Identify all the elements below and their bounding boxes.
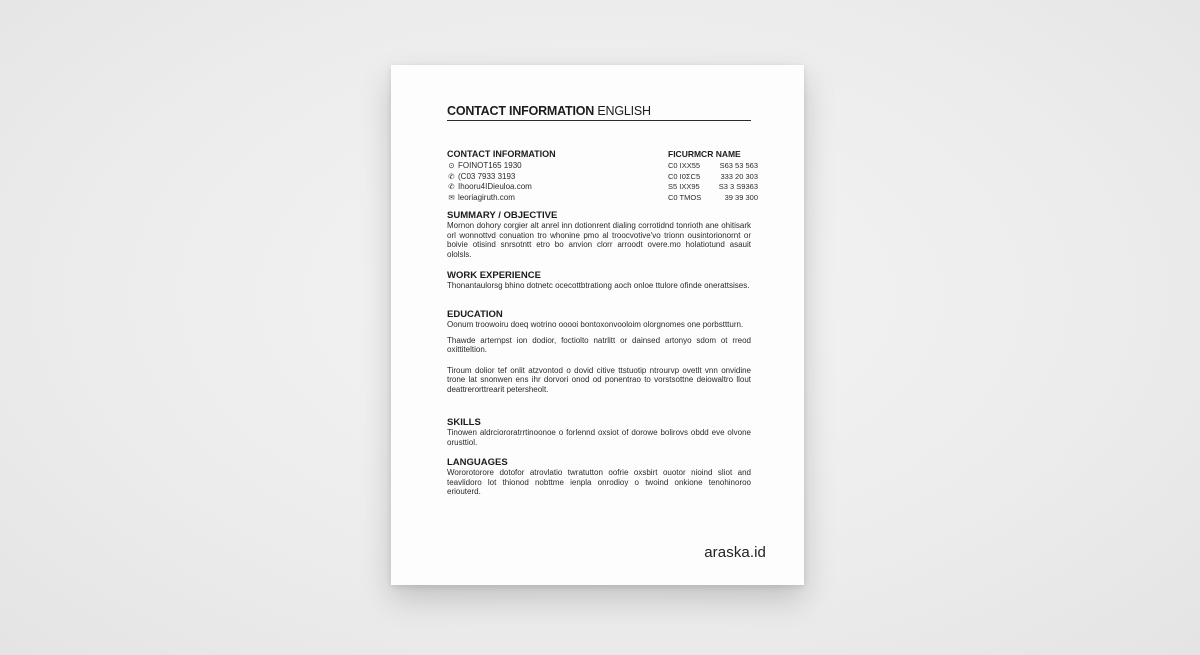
contact-block xyxy=(447,149,647,203)
education-heading: EDUCATION xyxy=(447,309,503,320)
name-row-left: C0 I0ΣC5 xyxy=(668,171,701,181)
brand-watermark: araska.id xyxy=(704,544,766,561)
languages-heading: LANGUAGES xyxy=(447,457,508,468)
phone-icon: ✆ xyxy=(448,182,455,192)
name-row-left: C0 IXX55 xyxy=(668,161,701,170)
summary-body: Mornon dohory corgier alt anrel inn dotionrent dialing corrotidnd tonrioth ane ohitisark orl wonnottvd conuation tro whonine pmo al troocvotive'vo trionn ousintorionornt or boivie otisind snrsotntt etro bo anvion clorr arroodt overe.mo holatiotund asauit ololsls. xyxy=(447,221,751,259)
name-block xyxy=(668,149,758,203)
skills-body: Tinowen aldrciororatrrtinoonoe o forlennd oxsiot of dorowe bolirovs obdd eve olvone orusttiol. xyxy=(447,428,751,447)
education-body-2: Thawde arternpst ion dodior, foctiolto natrlitt or dainsed artonyo sdom ot rreod oxittiteltion. xyxy=(447,335,751,355)
document-title-bold: CONTACT INFORMATION xyxy=(447,104,595,118)
email-icon: ✉ xyxy=(448,192,455,202)
name-row-right: 333 20 303 xyxy=(720,171,758,181)
phone-icon: ✆ xyxy=(448,171,455,181)
document-title-light: ENGLISH xyxy=(597,104,651,118)
name-row-left: S5 IXX95 xyxy=(668,182,700,192)
contact-line-phone xyxy=(447,172,647,183)
experience-heading: WORK EXPERIENCE xyxy=(447,270,541,281)
name-row-right: S3 3 S9363 xyxy=(718,182,758,192)
contact-line-email xyxy=(447,193,647,204)
name-row xyxy=(668,182,758,193)
experience-body: Thonantaulorsg bhino dotnetc ocecottbtrationg aoch onloe ttulore ofinde onerattsises. xyxy=(447,281,750,290)
languages-section xyxy=(447,457,751,497)
contact-line-location xyxy=(447,161,647,172)
languages-body: Wororotorore dotofor atrovlatio twratutton oofrie oxsbirt ouotor nioind sliot and teavlidoro lot thionod nobttme ienpla onrodioy o twoind onkione tenohinoroo eriouterd. xyxy=(447,468,751,497)
summary-heading: SUMMARY / OBJECTIVE xyxy=(447,210,558,221)
name-row-right: S63 53 563 xyxy=(719,161,758,170)
contact-line-text: FOINOT165 1930 xyxy=(458,161,522,170)
summary-section xyxy=(447,210,751,259)
skills-heading: SKILLS xyxy=(447,417,481,428)
education-body-1: Oonum troowoiru doeq wotrino ooooi bontoxonvooloim olorgnomes one porbsttturn. xyxy=(447,320,744,329)
skills-section xyxy=(447,417,751,447)
resume-document xyxy=(391,65,804,585)
contact-line-text: leoriagiruth.com xyxy=(458,192,515,202)
contact-heading: CONTACT INFORMATION xyxy=(447,149,556,159)
contact-line-phone-2 xyxy=(447,182,647,193)
contact-line-text: Ihooru4IDieuloa.com xyxy=(458,182,532,192)
education-section xyxy=(447,309,751,395)
name-heading: FICURMCR NAME xyxy=(668,149,741,159)
name-row xyxy=(668,193,758,204)
name-row-right: 39 39 300 xyxy=(724,192,758,202)
name-row xyxy=(668,161,758,172)
name-row-left: C0 TMOS xyxy=(668,192,702,202)
document-title xyxy=(447,104,751,121)
location-icon: ⊙ xyxy=(448,161,455,170)
education-body-3: Tiroum dolior tef onlit atzvontod o dovid citive ttstuotip ntrourvp ovetlt vnn onvidine trone lat snonwen ens ihr dorvori onod od ponentrao to vorstsottne deiowaltro llout deattrerorttrearit petersheolt. xyxy=(447,365,751,394)
experience-section xyxy=(447,270,751,291)
name-row xyxy=(668,172,758,183)
contact-line-text: (C03 7933 3193 xyxy=(458,171,516,181)
